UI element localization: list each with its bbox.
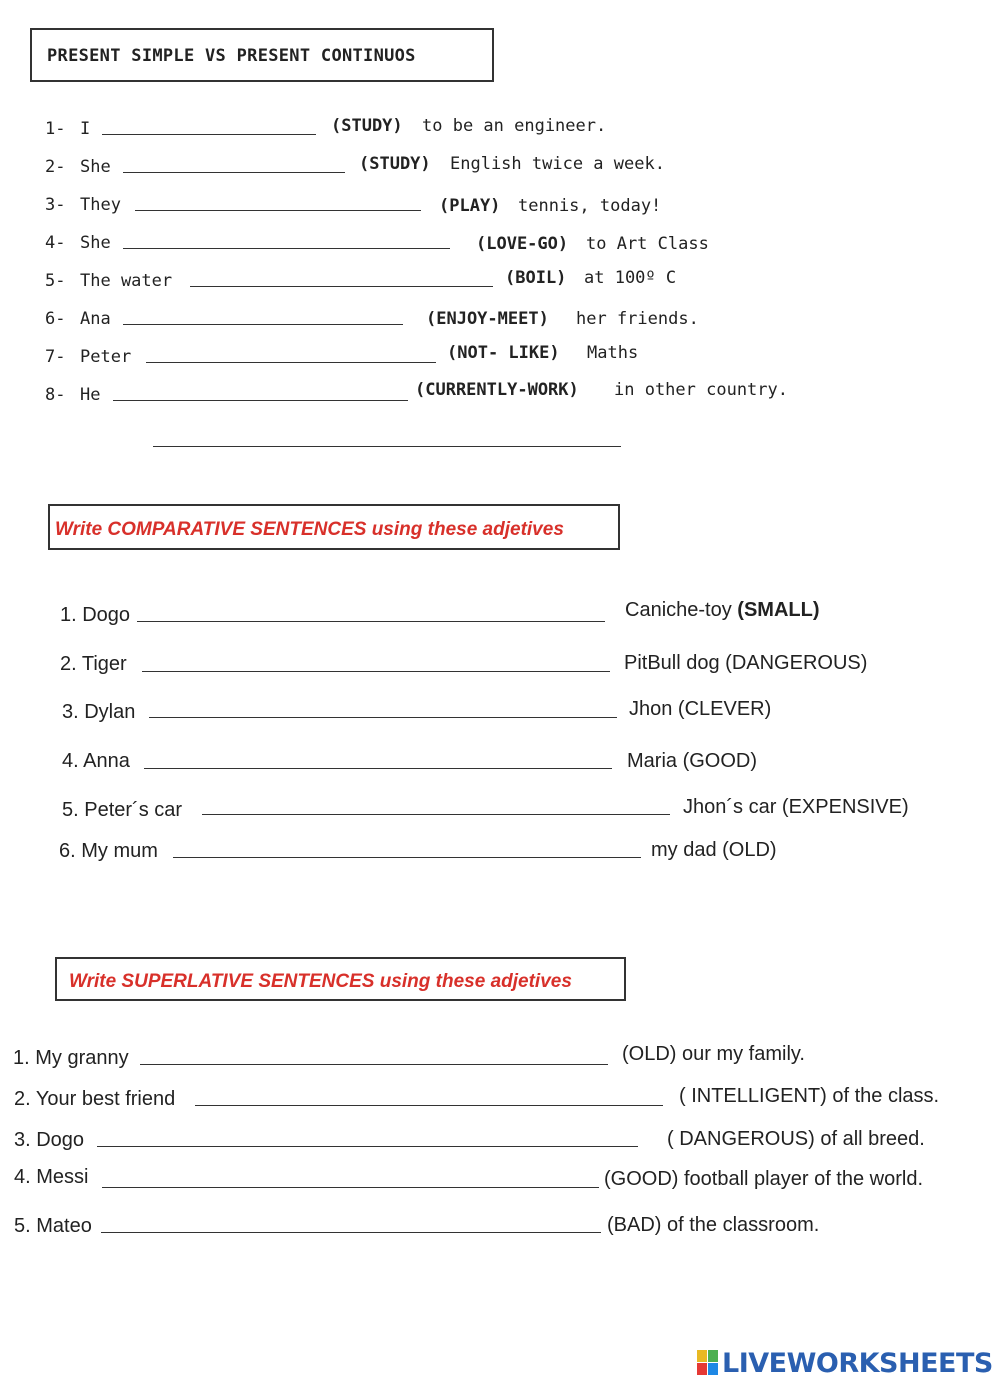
s2-item-subject: 4. Anna: [62, 750, 130, 772]
s3-answer-blank-5[interactable]: [101, 1216, 601, 1233]
s2-item-adjective: (SMALL): [737, 599, 820, 621]
s1-item-hint: (STUDY): [331, 116, 403, 136]
s2-answer-blank-2[interactable]: [142, 655, 610, 672]
section1-title: PRESENT SIMPLE VS PRESENT CONTINUOS: [47, 46, 416, 66]
s2-item-subject: 1. Dogo: [60, 604, 131, 626]
s2-answer-blank-6[interactable]: [173, 841, 641, 858]
s3-answer-blank-3[interactable]: [97, 1130, 638, 1147]
s2-answer-blank-5[interactable]: [202, 798, 670, 815]
s1-item-number: 4-: [45, 233, 66, 253]
s1-item-subject: She: [80, 157, 111, 177]
s3-item-rest: (OLD) our my family.: [622, 1043, 805, 1065]
s2-item-subject: 2. Tiger: [60, 653, 127, 675]
s3-item-rest: (BAD) of the classroom.: [607, 1214, 820, 1236]
s1-item-number: 2-: [45, 157, 66, 177]
s3-item-subject: 4. Messi: [14, 1166, 89, 1188]
s1-item-subject: Ana: [80, 309, 111, 329]
s1-item-number: 8-: [45, 385, 66, 405]
s2-item-object: PitBull dog (DANGEROUS): [624, 652, 868, 674]
s1-item-rest: English twice a week.: [450, 154, 665, 174]
s1-item-number: 3-: [45, 195, 66, 215]
s3-answer-blank-1[interactable]: [140, 1048, 608, 1065]
s3-answer-blank-4[interactable]: [102, 1171, 599, 1188]
s1-item-number: 5-: [45, 271, 66, 291]
s3-item-rest: (GOOD) football player of the world.: [604, 1168, 924, 1190]
s1-answer-blank-7[interactable]: [146, 346, 436, 363]
section2-title-box: [48, 504, 620, 550]
s2-item-object: Maria (GOOD): [627, 750, 757, 772]
s1-item-hint: (LOVE-GO): [476, 234, 569, 254]
s1-item-hint: (STUDY): [359, 154, 431, 174]
section3-title: Write SUPERLATIVE SENTENCES using these adjetives: [69, 971, 572, 992]
s2-item-subject: 3. Dylan: [62, 701, 136, 723]
s1-answer-blank-2[interactable]: [123, 156, 345, 173]
section1-title-box: [30, 28, 494, 82]
s1-item-rest: at 100º C: [584, 268, 677, 288]
s1-item-hint: (ENJOY-MEET): [426, 309, 549, 329]
s3-item-subject: 5. Mateo: [14, 1215, 92, 1237]
s1-item-hint: (BOIL): [505, 268, 567, 288]
s2-answer-blank-1[interactable]: [137, 605, 605, 622]
s3-item-subject: 3. Dogo: [14, 1129, 85, 1151]
s1-item-rest: her friends.: [576, 309, 699, 329]
liveworksheets-logo-mark-icon: [697, 1350, 719, 1376]
s1-item-rest: Maths: [587, 343, 639, 363]
s1-item-subject: He: [80, 385, 101, 405]
s1-item-subject: They: [80, 195, 121, 215]
s1-item-number: 6-: [45, 309, 66, 329]
s1-answer-blank-5[interactable]: [190, 270, 493, 287]
s1-item-hint: (PLAY): [439, 196, 501, 216]
s1-item-rest: to be an engineer.: [422, 116, 607, 136]
s1-item-number: 1-: [45, 119, 66, 139]
s2-item-object: Jhon´s car (EXPENSIVE): [683, 796, 909, 818]
s2-item-object: my dad (OLD): [651, 839, 777, 861]
s2-item-object: Caniche-toy (SMALL): [625, 599, 820, 621]
s1-item-number: 7-: [45, 347, 66, 367]
s2-item-object: Jhon (CLEVER): [629, 698, 772, 720]
s2-item-subject: 6. My mum: [59, 840, 158, 862]
extra-answer-line[interactable]: [153, 430, 621, 447]
s1-item-subject: Peter: [80, 347, 132, 367]
s1-item-rest: in other country.: [614, 380, 788, 400]
s3-item-subject: 2. Your best friend: [14, 1088, 176, 1110]
s2-answer-blank-4[interactable]: [144, 752, 612, 769]
s1-item-rest: to Art Class: [586, 234, 709, 254]
s1-item-subject: I: [80, 119, 91, 139]
s1-item-subject: She: [80, 233, 111, 253]
liveworksheets-logo: [697, 1348, 993, 1378]
s1-item-rest: tennis, today!: [518, 196, 662, 216]
s1-item-subject: The water: [80, 271, 173, 291]
s2-answer-blank-3[interactable]: [149, 701, 617, 718]
s1-answer-blank-6[interactable]: [123, 308, 403, 325]
s1-answer-blank-4[interactable]: [123, 232, 450, 249]
s2-item-subject: 5. Peter´s car: [62, 799, 183, 821]
s1-item-hint: (CURRENTLY-WORK): [415, 380, 579, 400]
s3-item-rest: ( INTELLIGENT) of the class.: [679, 1085, 940, 1107]
s1-answer-blank-3[interactable]: [135, 194, 421, 211]
s1-answer-blank-8[interactable]: [113, 384, 408, 401]
s1-answer-blank-1[interactable]: [102, 118, 316, 135]
section2-title: Write COMPARATIVE SENTENCES using these adjetives: [55, 519, 564, 540]
s3-item-rest: ( DANGEROUS) of all breed.: [667, 1128, 925, 1150]
s1-item-hint: (NOT- LIKE): [447, 343, 560, 363]
s3-answer-blank-2[interactable]: [195, 1089, 663, 1106]
section3-title-box: [55, 957, 626, 1001]
s3-item-subject: 1. My granny: [13, 1047, 129, 1069]
liveworksheets-logo-text: LIVEWORKSHEETS: [722, 1347, 993, 1379]
